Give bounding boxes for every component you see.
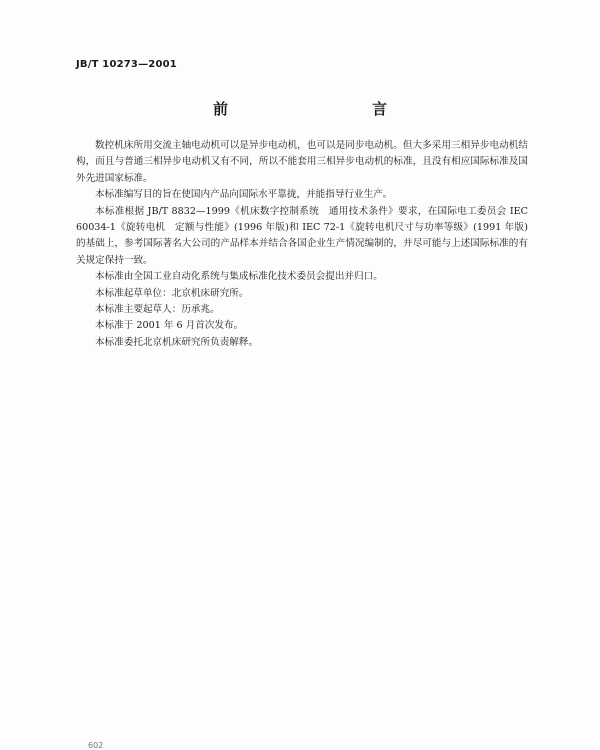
page-title: 前 言 — [212, 100, 425, 118]
paragraph-interpretation: 本标准委托北京机床研究所负责解释。 — [95, 336, 259, 348]
foreword-body — [76, 138, 528, 351]
paragraph-proposer: 本标准由全国工业自动化系统与集成标准化技术委员会提出并归口。 — [95, 271, 383, 283]
page-number: 602 — [88, 741, 104, 750]
paragraph-basis: 本标准根据 JB/T 8832—1999《机床数字控制系统 通用技术条件》要求，在国际电工委员会 IEC 60034-1《旋转电机 定额与性能》(1996 年版)和 IEC 72-1《旋转电机尺寸与功率等级》(1991 年版)的基础上，参考国际著名大公司的产品样本并结合各国企业生产情况编制的，并尽可能与上述国际标准的有关规定保持一致。 — [76, 205, 528, 266]
paragraph-release: 本标准于 2001 年 6 月首次发布。 — [95, 320, 244, 332]
paragraph-drafter: 本标准主要起草人：历承兆。 — [95, 304, 220, 316]
standard-code: JB/T 10273—2001 — [76, 59, 177, 70]
paragraph-purpose: 本标准编写目的旨在使国内产品向国际水平靠拢，并能指导行业生产。 — [95, 189, 393, 201]
paragraph-drafting-unit: 本标准起草单位：北京机床研究所。 — [95, 287, 249, 299]
paragraph-background: 数控机床所用交流主轴电动机可以是异步电动机，也可以是同步电动机。但大多采用三相异步电动机结构，而且与普通三相异步电动机又有不同，所以不能套用三相异步电动机的标准，且没有相应国际标准及国外先进国家标准。 — [76, 140, 528, 184]
